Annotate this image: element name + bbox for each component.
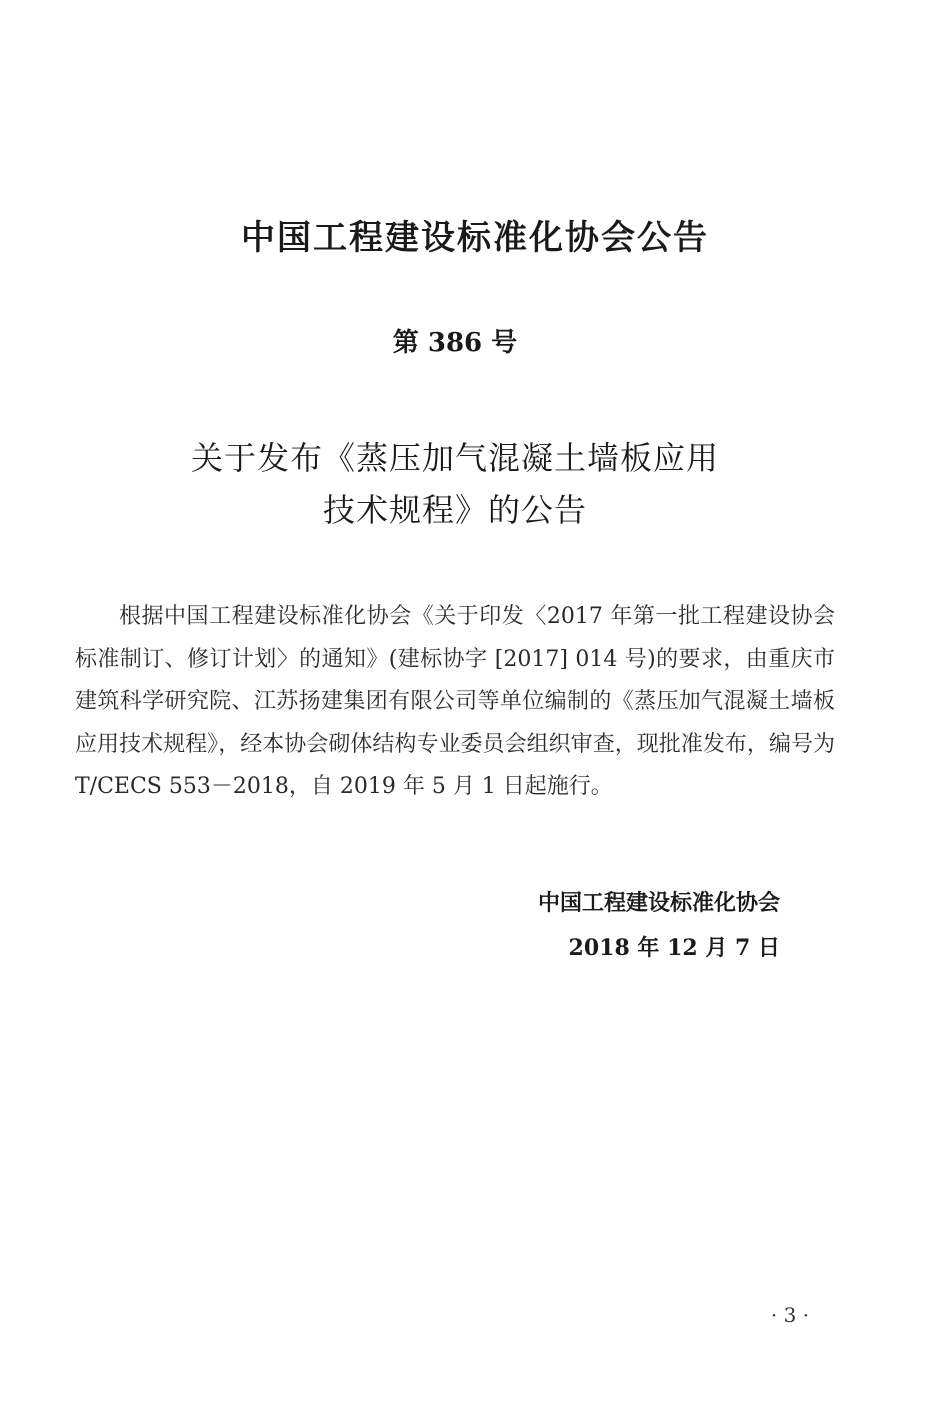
notice-number: 第 386 号 <box>392 328 518 358</box>
subject-line-1: 关于发布《蒸压加气混凝土墙板应用 <box>190 439 719 477</box>
announcement-subject <box>0 432 910 536</box>
page-number: · 3 · <box>770 1303 810 1327</box>
announcement-header-title: 中国工程建设标准化协会公告 <box>241 218 709 258</box>
announcement-body-paragraph: 根据中国工程建设标准化协会《关于印发〈2017 年第一批工程建设协会标准制订、修订计划〉的通知》(建标协字 [2017] 014 号)的要求，由重庆市建筑科学研究院、江苏扬建集团有限公司等单位编制的《蒸压加气混凝土墙板应用技术规程》，经本协会砌体结构专业委员会组织审查，现批准发布，编号为 T/CECS 553－2018，自 2019 年 5 月 1 日起施行。 <box>75 604 835 799</box>
signature-block <box>440 882 780 970</box>
subject-line-2: 技术规程》的公告 <box>322 491 587 529</box>
signature-organization: 中国工程建设标准化协会 <box>537 891 780 916</box>
signature-date: 2018 年 12 月 7 日 <box>568 935 780 961</box>
